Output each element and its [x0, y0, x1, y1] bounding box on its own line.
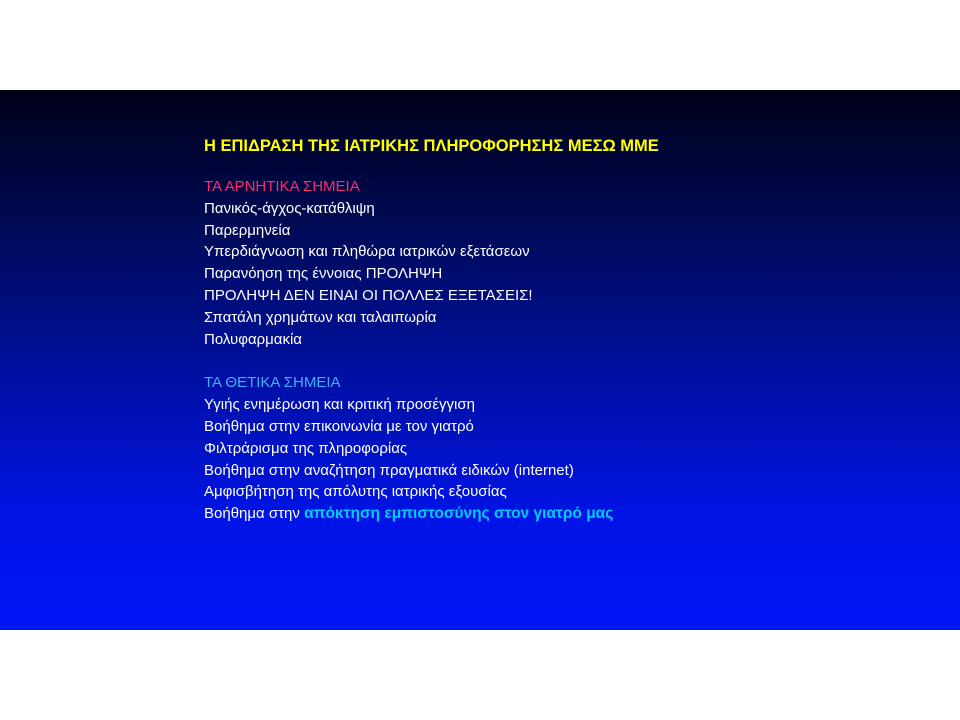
presentation-slide: [0, 90, 960, 630]
negative-point: Παρερμηνεία: [204, 221, 291, 239]
negative-point: Σπατάλη χρημάτων και ταλαιπωρία: [204, 308, 437, 326]
highlighted-phrase: απόκτηση εμπιστοσύνης στον γιατρό μας: [304, 505, 614, 523]
positive-point: Βοήθημα στην αναζήτηση πραγματικά ειδικών (internet): [204, 461, 574, 479]
slide-content: [204, 136, 924, 525]
negative-point: Παρανόηση της έννοιας ΠΡΟΛΗΨΗ: [204, 265, 443, 283]
positive-points-heading: ΤΑ ΘΕΤΙΚΑ ΣΗΜΕΙΑ: [204, 374, 341, 392]
negative-point: Πολυφαρμακία: [204, 330, 302, 348]
negative-point: Υπερδιάγνωση και πληθώρα ιατρικών εξετάσεων: [204, 243, 530, 261]
positive-points-list: [204, 394, 924, 525]
negative-points-heading: ΤΑ ΑΡΝΗΤΙΚΑ ΣΗΜΕΙΑ: [204, 178, 360, 195]
positive-point: Αμφισβήτηση της απόλυτης ιατρικής εξουσίας: [204, 483, 507, 501]
positive-point-prefix: Βοήθημα στην: [204, 505, 305, 523]
slide-title: Η ΕΠΙΔΡΑΣΗ ΤΗΣ ΙΑΤΡΙΚΗΣ ΠΛΗΡΟΦΟΡΗΣΗΣ ΜΕΣΩ ΜΜΕ: [204, 137, 659, 155]
negative-point: ΠΡΟΛΗΨΗ ΔΕΝ ΕΙΝΑΙ ΟΙ ΠΟΛΛΕΣ ΕΞΕΤΑΣΕΙΣ!: [204, 286, 533, 304]
positive-point: Φιλτράρισμα της πληροφορίας: [204, 439, 408, 457]
positive-point: Βοήθημα στην επικοινωνία με τον γιατρό: [204, 417, 474, 435]
section-spacer: [204, 350, 924, 372]
positive-point-highlighted: [204, 503, 924, 525]
negative-point: Πανικός-άγχος-κατάθλιψη: [204, 199, 375, 217]
negative-points-list: [204, 198, 924, 351]
positive-point: Υγιής ενημέρωση και κριτική προσέγγιση: [204, 396, 475, 414]
